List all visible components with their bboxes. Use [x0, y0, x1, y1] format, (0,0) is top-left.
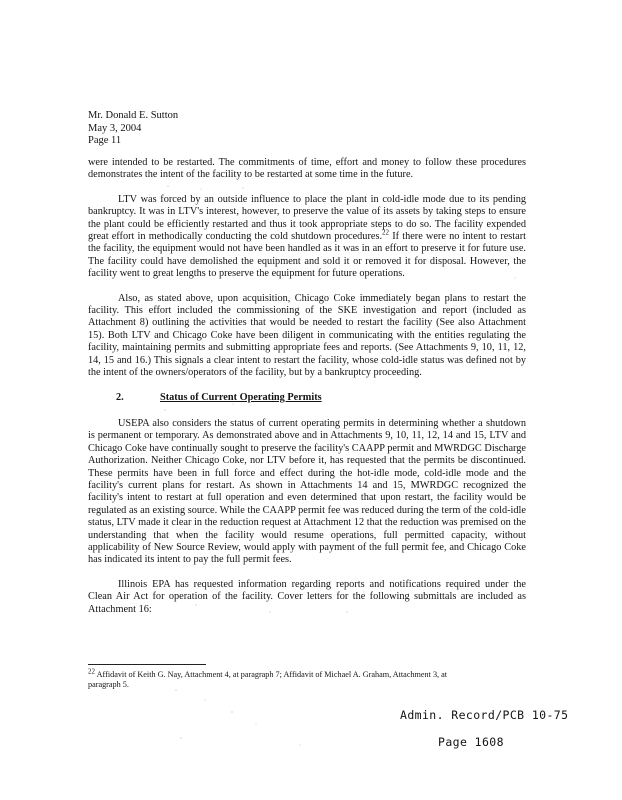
- footnote-divider: [88, 664, 206, 665]
- paragraph: were intended to be restarted. The commitments of time, effort and money to follow these procedures demonstrates the intent of the facility to be restarted at some time in the future.: [88, 157, 526, 181]
- footnote-mark: 22: [88, 667, 95, 676]
- footnote: [88, 667, 468, 690]
- admin-record-stamp: [400, 708, 568, 749]
- section-number: 2.: [116, 391, 124, 403]
- admin-record-page: Page 1608: [438, 735, 504, 749]
- section-heading: [88, 392, 526, 404]
- section-title: Status of Current Operating Permits: [160, 391, 322, 403]
- paragraph: USEPA also considers the status of current operating permits in determining whether a shutdown is permanent or temporary. As demonstrated above and in Attachments 9, 10, 11, 12, 14 and 15, LTV and Chicago Coke have continually sought to preserve the facility's CAAPP permit and MWRDGC Discharge Authorization. Neither Chicago Coke, nor LTV before it, has requested that the permits be discontinued. These permits have been in full force and effect during the hot-idle mode, cold-idle mode and the facility's current plans for restart. As shown in Attachments 14 and 15, MWRDGC recognized the facility's intent to restart at full operation and even determined that upon restart, the facility would be regulated as an existing source. While the CAAPP permit fee was reduced during the term of the cold-idle status, LTV made it clear in the reduction request at Attachment 12 that the reduction was premised on the understanding that when the facility would resume operations, full permitted capacity, without applicability of New Source Review, would apply with payment of the full permit fee, and Chicago Coke has indicated its intent to pay the full permit fees.: [88, 417, 526, 566]
- letter-date: May 3, 2004: [88, 122, 142, 134]
- paragraph: Illinois EPA has requested information regarding reports and notifications required under the Clean Air Act for operation of the facility. Cover letters for the following submittals are included as Attachment 16:: [88, 578, 526, 615]
- footnote-text: Affidavit of Keith G. Nay, Attachment 4, at paragraph 7; Affidavit of Michael A. Graham, Attachment 3, at paragraph 5.: [88, 670, 448, 689]
- letter-page-number: Page 11: [88, 135, 122, 146]
- letter-header: [88, 110, 178, 148]
- footnote-reference: 22: [382, 228, 390, 237]
- recipient-name: Mr. Donald E. Sutton: [88, 110, 179, 121]
- admin-record-label: Admin. Record/PCB 10-75: [400, 708, 569, 722]
- paragraph: LTV was forced by an outside influence to place the plant in cold-idle mode due to its pending bankruptcy. It was in LTV's interest, however, to preserve the value of its assets by taking steps to ensure the plant could be efficiently restarted and thus it took appropriate steps to do so. The facility expended great effort in methodically conducting the cold shutdown procedures.$^{22}$ If there were no intent to restart the facility, the equipment would not have been handled as it was in an effort to preserve it for future use. The facility could have demolished the equipment and sold it or removed it for disposal. However, the facility went to great lengths to preserve the equipment for future operations.: [88, 193, 526, 280]
- paragraph: Also, as stated above, upon acquisition, Chicago Coke immediately began plans to restart the facility. This effort included the commissioning of the SKE investigation and report (included as Attachment 8) outlining the activities that would be needed to restart the facility (See also Attachment 15). Both LTV and Chicago Coke have been diligent in communicating with the entities regulating the facility, maintaining permits and submitting appropriate fees and reports. (See Attachments 9, 10, 11, 12, 14, 15 and 16.) This signals a clear intent to restart the facility, whose cold-idle status was defined not by the intent of the owners/operators of the facility, but by a bankruptcy proceeding.: [88, 292, 526, 379]
- letter-body: [88, 157, 526, 628]
